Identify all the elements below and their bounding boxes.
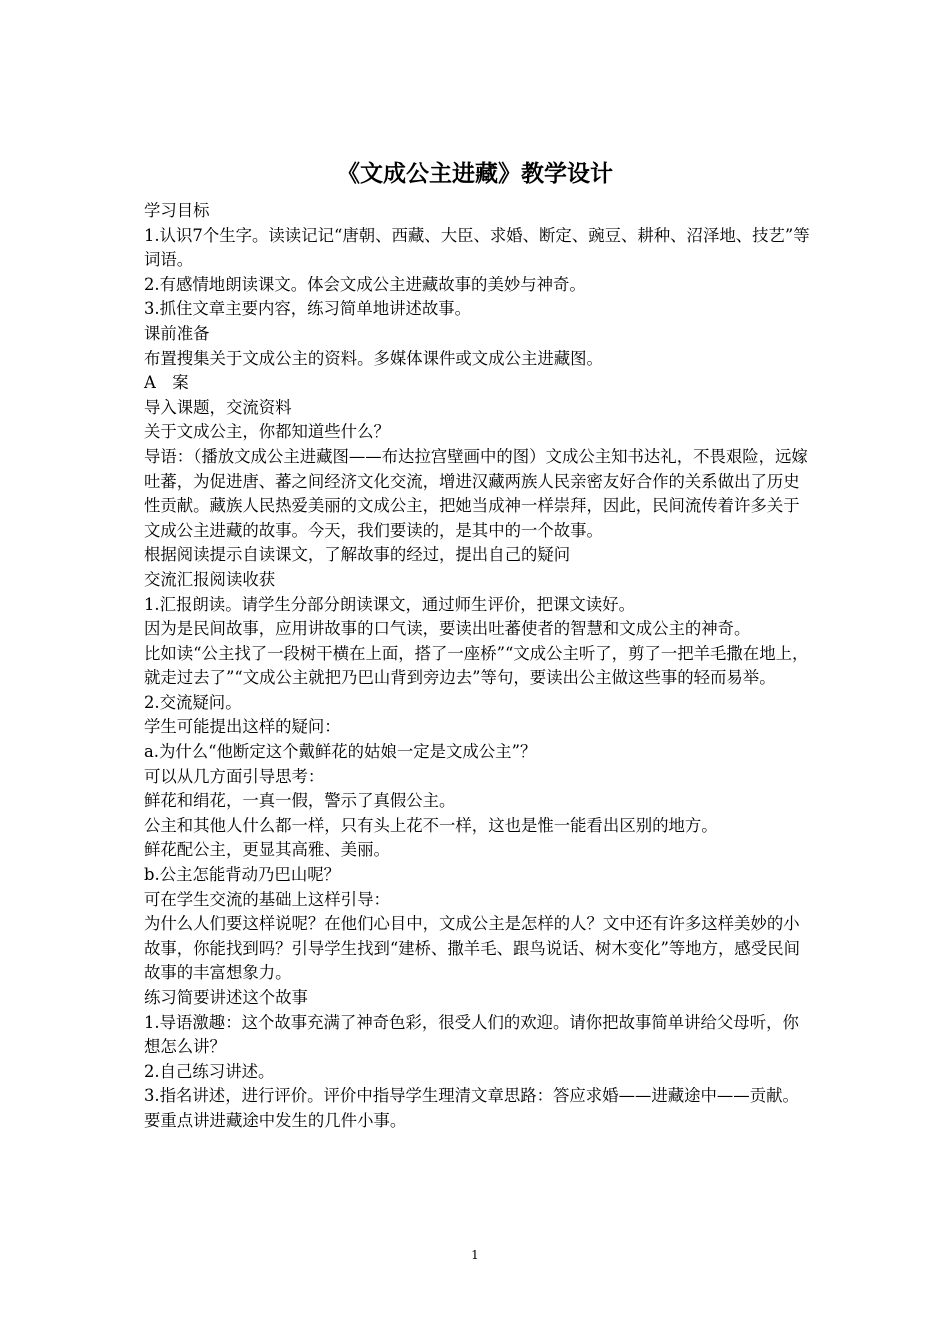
objective-item: 3.抓住文章主要内容，练习简单地讲述故事。 (144, 299, 472, 319)
paragraph: 学生可能提出这样的疑问： (144, 717, 341, 737)
objective-item: 2.有感情地朗读课文。体会文成公主进藏故事的美妙与神奇。 (144, 274, 586, 294)
step-heading: 导入课题，交流资料 (144, 397, 292, 417)
section-heading-objectives: 学习目标 (144, 201, 210, 220)
paragraph: 关于文成公主，你都知道些什么？ (144, 422, 390, 442)
paragraph: 布置搜集关于文成公主的资料。多媒体课件或文成公主进藏图。 (144, 348, 603, 368)
paragraph: 因为是民间故事，应用讲故事的口气读，要读出吐蕃使者的智慧和文成公主的神奇。 (144, 619, 751, 639)
page-number: 1 (471, 1248, 479, 1262)
step-heading: 交流汇报阅读收获 (144, 569, 276, 589)
document-title: 《文成公主进藏》教学设计 (337, 161, 613, 187)
paragraph: 可在学生交流的基础上这样引导： (144, 889, 390, 909)
paragraph: 导语：（播放文成公主进藏图——布达拉宫壁画中的图）文成公主知书达礼，不畏艰险，远嫁吐蕃，为促进唐、蕃之间经济文化交流，增进汉藏两族人民亲密友好合作的关系做出了历史性贡献。藏族人民热爱美丽的文成公主，把她当成神一样崇拜，因此，民间流传着许多关于文成公主进藏的故事。今天，我们要读的，是其中的一个故事。 (144, 446, 808, 540)
paragraph: 2.交流疑问。 (144, 692, 242, 712)
document-body (144, 199, 812, 1134)
paragraph: 鲜花配公主，更显其高雅、美丽。 (144, 840, 390, 860)
section-heading-preparation: 课前准备 (144, 323, 210, 343)
paragraph: 可以从几方面引导思考： (144, 766, 325, 786)
paragraph: b.公主怎能背动乃巴山呢？ (144, 865, 340, 885)
section-heading-plan-a: A 案 (144, 373, 189, 393)
objective-item: 1.认识7个生字。读读记记“唐朝、西藏、大臣、求婚、断定、豌豆、耕种、沼泽地、技艺”等词语。 (144, 225, 810, 270)
step-heading: 根据阅读提示自读课文，了解故事的经过，提出自己的疑问 (144, 545, 571, 565)
step-heading: 练习简要讲述这个故事 (144, 988, 308, 1007)
paragraph: 3.指名讲述，进行评价。评价中指导学生理清文章思路：答应求婚——进藏途中——贡献。要重点讲进藏途中发生的几件小事。 (144, 1086, 799, 1130)
paragraph: 比如读“公主找了一段树干横在上面，搭了一座桥”“文成公主听了，剪了一把羊毛撒在地上，就走过去了”“文成公主就把乃巴山背到旁边去”等句，要读出公主做这些事的轻而易举。 (144, 643, 809, 688)
paragraph: 1.导语激趣：这个故事充满了神奇色彩，很受人们的欢迎。请你把故事简单讲给父母听，你想怎么讲？ (144, 1012, 799, 1057)
paragraph: 公主和其他人什么都一样，只有头上花不一样，这也是惟一能看出区别的地方。 (144, 815, 718, 835)
paragraph: 2.自己练习讲述。 (144, 1061, 275, 1081)
paragraph: 鲜花和绢花，一真一假，警示了真假公主。 (144, 791, 456, 811)
paragraph: 为什么人们要这样说呢？在他们心目中，文成公主是怎样的人？文中还有许多这样美妙的小故事，你能找到吗？引导学生找到“建桥、撒羊毛、跟鸟说话、树木变化”等地方，感受民间故事的丰富想象力。 (144, 914, 800, 983)
paragraph: a.为什么“他断定这个戴鲜花的姑娘一定是文成公主”？ (144, 742, 537, 762)
paragraph: 1.汇报朗读。请学生分部分朗读课文，通过师生评价，把课文读好。 (144, 594, 635, 614)
